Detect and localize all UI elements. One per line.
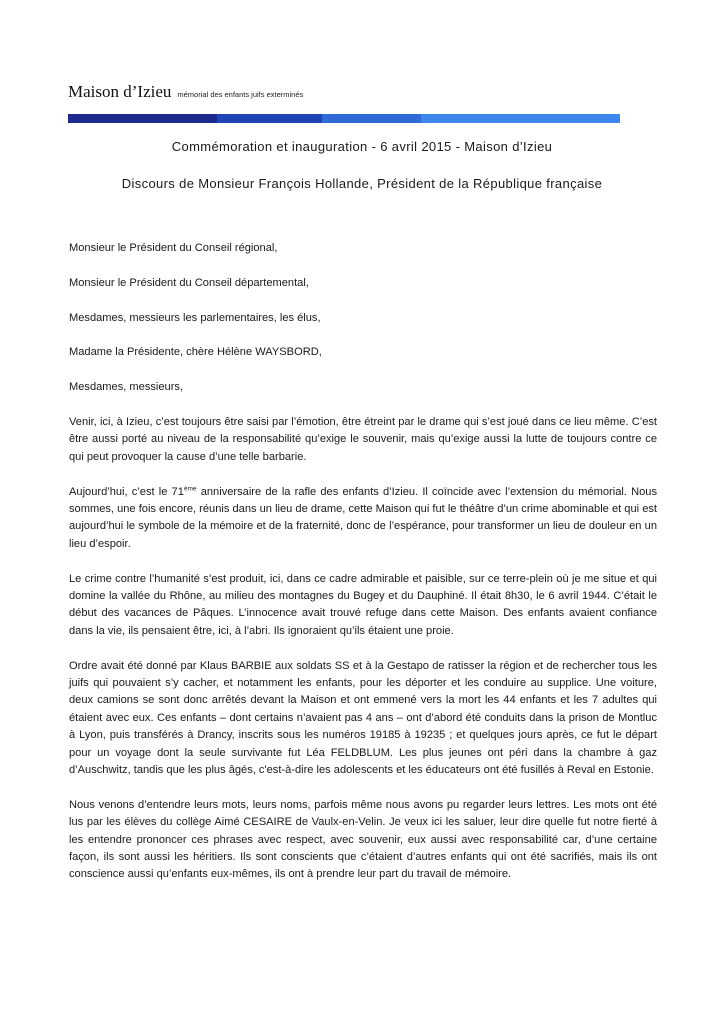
band-segment: [68, 114, 217, 123]
ordinal-suffix: ème: [183, 484, 197, 492]
paragraph-text: anniversaire de la rafle des enfants d’Izieu. Il coïncide avec l’extension du mémorial. Nous sommes, une fois encore, réunis dans un lieu de drame, cette Maison qui fut le théâtre d’un crime abominable et qui est aujourd’hui le symbole de la mémoire et de la fraternité, donc de l’espérance, pour transformer un lieu de douleur en un lieu d’espoir.: [69, 485, 658, 550]
speech-body: [69, 240, 657, 901]
document-subtitle: Discours de Monsieur François Hollande, Président de la République française: [121, 176, 603, 191]
color-band: [68, 114, 620, 123]
brand: [68, 82, 620, 102]
letterhead: [68, 82, 620, 123]
band-segment: [322, 114, 421, 123]
brand-name: Maison d’Izieu: [68, 82, 172, 101]
paragraph: Ordre avait été donné par Klaus BARBIE aux soldats SS et à la Gestapo de ratisser la région et de rechercher tous les juifs qui pouvaient s’y cacher, et notamment les enfants, pour les déporter et les conduire au supplice. Une voiture, deux camions se sont donc arrêtés devant la Maison et ont emmené vers la mort les 44 enfants et les 7 adultes qui étaient avec eux. Ces enfants – dont certains n’avaient pas 4 ans – ont d’abord été conduits dans la prison de Montluc à Lyon, puis transférés à Drancy, inscrits sous les numéros 19185 à 19235 ; et quelques jours après, ce fut le départ pour un voyage dont la seule survivante fut Léa FELDBLUM. Les plus jeunes ont péri dans la chambre à gaz d’Auschwitz, tandis que les plus âgés, c'est-à-dire les adolescents et les éducateurs ont été fusillés à Reval en Estonie.: [69, 659, 657, 777]
salutation: Mesdames, messieurs,: [69, 381, 184, 394]
salutation: Mesdames, messieurs les parlementaires, les élus,: [69, 311, 321, 324]
brand-tagline: mémorial des enfants juifs exterminés: [177, 90, 304, 99]
salutation: Monsieur le Président du Conseil régional,: [69, 242, 278, 254]
band-segment: [217, 114, 322, 123]
paragraph-text: Aujourd’hui, c’est le 71: [69, 485, 184, 498]
salutation: Madame la Présidente, chère Hélène WAYSBORD,: [69, 346, 322, 359]
paragraph: [69, 484, 657, 554]
band-segment: [421, 114, 620, 123]
paragraph: Le crime contre l’humanité s’est produit, ici, dans ce cadre admirable et paisible, sur ce terre-plein où je me situe et qui domine la vallée du Rhône, au milieu des montagnes du Bugey et du Dauphiné. Il était 8h30, le 6 avril 1944. C’était le début des vacances de Pâques. L’innocence avait trouvé refuge dans cette Maison. Des enfants avaient confiance dans la vie, ils pensaient être, ici, à l’abri. Ils ignoraient qu’ils étaient une proie.: [69, 572, 657, 637]
document-title: Commémoration et inauguration - 6 avril 2015 - Maison d’Izieu: [171, 139, 553, 154]
paragraph: Venir, ici, à Izieu, c’est toujours être saisi par l’émotion, être étreint par le drame qui s’est joué dans ce lieu même. C’est être aussi porté au niveau de la responsabilité qu’exige le souvenir, mais qu’exige aussi la lutte de toujours contre ce qui peut provoquer la cause d’une telle barbarie.: [69, 415, 657, 463]
paragraph: Nous venons d’entendre leurs mots, leurs noms, parfois même nous avons pu regarder leurs lettres. Les mots ont été lus par les élèves du collège Aimé CESAIRE de Vaulx-en-Velin. Je veux ici les saluer, leur dire quelle fut notre fierté à les entendre prononcer ces phrases avec respect, avec souvenir, eux aussi avec responsabilité car, d’une certaine façon, ils sont aussi les héritiers. Ils sont conscients que c’étaient d’autres enfants qui ont été sacrifiés, mais ils ont conscience aussi qu’enfants eux-mêmes, ils ont à prendre leur part du travail de mémoire.: [69, 798, 657, 881]
salutation: Monsieur le Président du Conseil départemental,: [69, 276, 309, 289]
